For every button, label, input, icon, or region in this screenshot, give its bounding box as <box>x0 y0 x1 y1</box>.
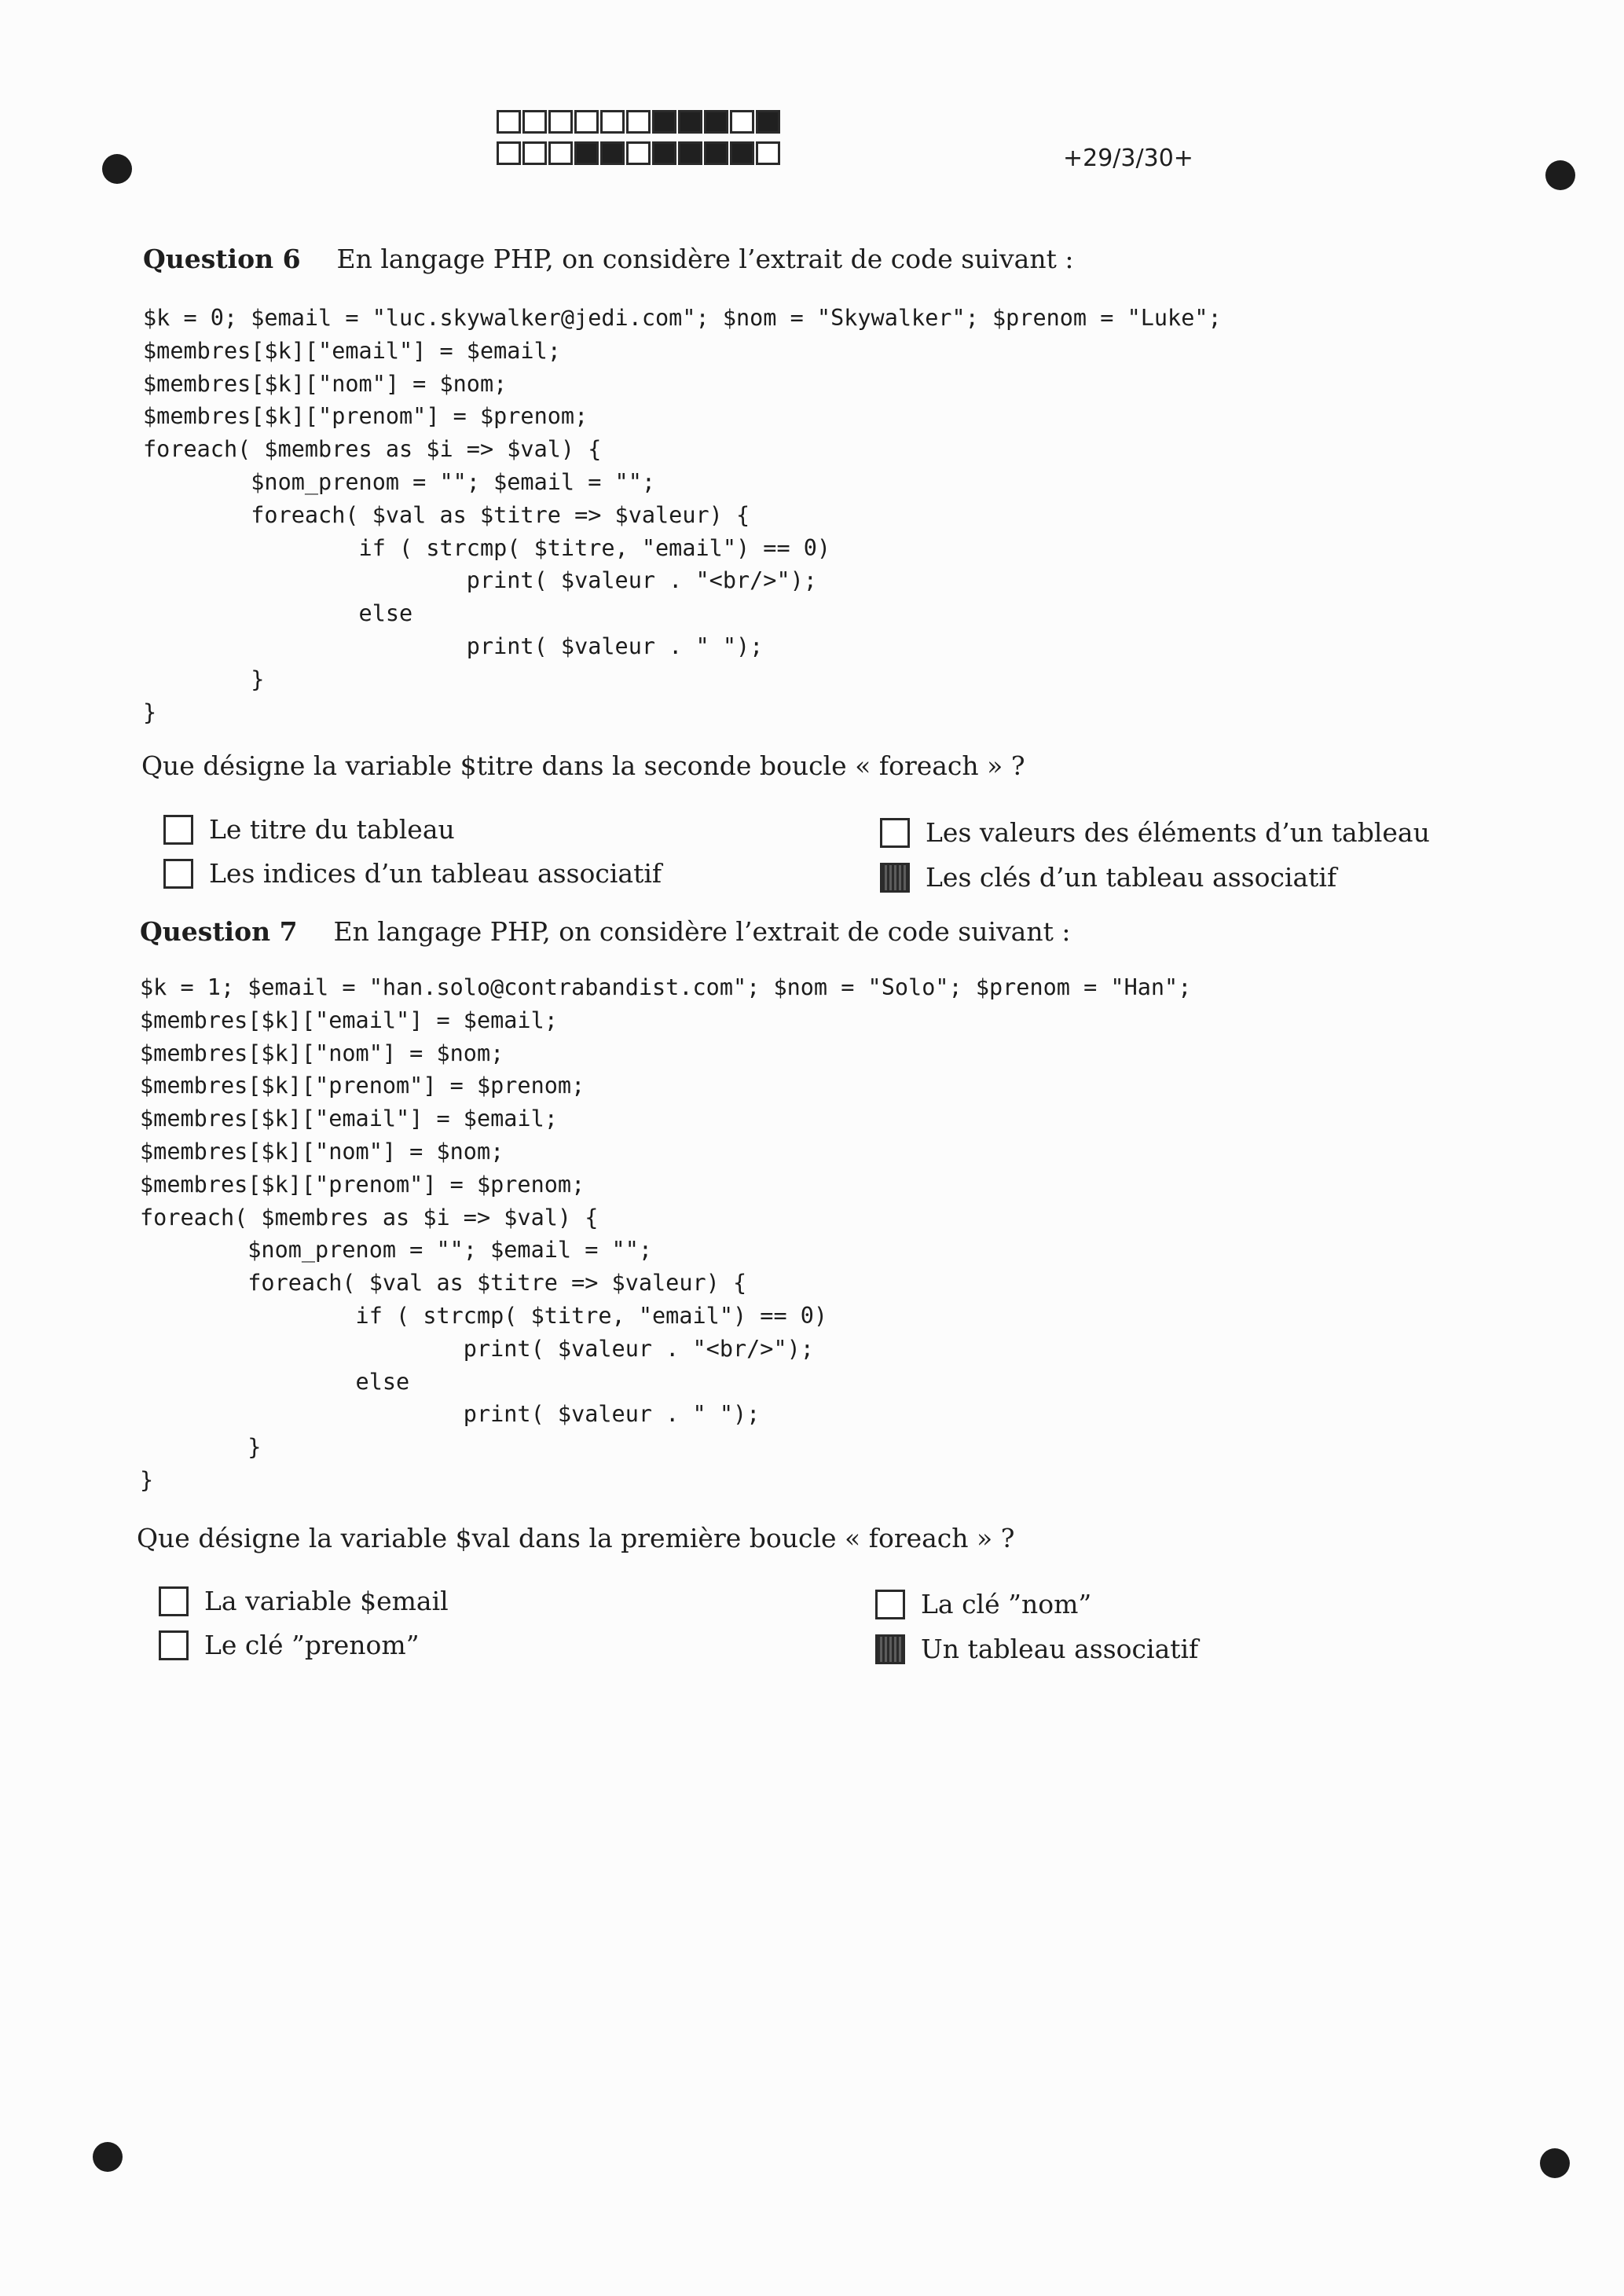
barcode-row <box>497 110 782 134</box>
question-prompt: Que désigne la variable $titre dans la seconde boucle « foreach » ? <box>141 750 1025 781</box>
barcode-cell <box>678 110 702 134</box>
answer-option[interactable] <box>875 1634 1198 1664</box>
question-header <box>143 244 1073 274</box>
checkbox[interactable] <box>875 1634 905 1664</box>
barcode-cell <box>626 141 651 165</box>
barcode-cell <box>652 110 676 134</box>
code-block: $k = 1; $email = "han.solo@contrabandist.com"; $nom = "Solo"; $prenom = "Han"; $membres[$k]["email"] = $email; $membres[$k]["nom"] = $nom; $membres[$k]["prenom"] = $prenom; $membres[$k]["email"] = $email; $membres[$k]["nom"] = $nom; $membres[$k]["prenom"] = $prenom; foreach( $membres as $i => $val) { $nom_prenom = ""; $email = ""; foreach( $val as $titre => $valeur) { if ( strcmp( $titre, "email") == 0) print( $valeur . "<br/>"); else print( $valeur . " "); } } <box>140 974 1192 1493</box>
barcode-cell <box>574 110 599 134</box>
checkbox[interactable] <box>880 863 910 893</box>
option-label: Le clé ”prenom” <box>204 1630 420 1660</box>
registration-mark-top-left <box>102 154 132 184</box>
question-intro: En langage PHP, on considère l’extrait de code suivant : <box>333 916 1071 947</box>
checkbox[interactable] <box>159 1630 189 1660</box>
barcode-cell <box>704 110 728 134</box>
barcode-cell <box>522 141 547 165</box>
option-label: Les indices d’un tableau associatif <box>209 858 662 889</box>
barcode-cell <box>548 110 573 134</box>
barcode-cell <box>756 110 780 134</box>
answer-option[interactable] <box>159 1586 449 1616</box>
barcode-cell <box>548 141 573 165</box>
barcode-cell <box>730 110 754 134</box>
barcode-cell <box>497 141 521 165</box>
barcode-cell <box>730 141 754 165</box>
answer-option[interactable] <box>875 1589 1091 1619</box>
checkbox[interactable] <box>880 818 910 848</box>
code-block: $k = 0; $email = "luc.skywalker@jedi.com"; $nom = "Skywalker"; $prenom = "Luke"; $membres[$k]["email"] = $email; $membres[$k]["nom"] = $nom; $membres[$k]["prenom"] = $prenom; foreach( $membres as $i => $val) { $nom_prenom = ""; $email = ""; foreach( $val as $titre => $valeur) { if ( strcmp( $titre, "email") == 0) print( $valeur . "<br/>"); else print( $valeur . " "); } } <box>143 305 1222 725</box>
page-id: +29/3/30+ <box>1063 145 1193 172</box>
barcode-cell <box>574 141 599 165</box>
barcode-cell <box>652 141 676 165</box>
answer-option[interactable] <box>880 817 1430 848</box>
barcode-cell <box>522 110 547 134</box>
barcode-cell <box>600 141 625 165</box>
option-label: Les valeurs des éléments d’un tableau <box>926 817 1430 848</box>
question-number: Question 7 <box>140 916 298 947</box>
option-label: La variable $email <box>204 1586 449 1616</box>
answer-option[interactable] <box>163 814 455 845</box>
question-number: Question 6 <box>143 244 301 274</box>
barcode-cell <box>626 110 651 134</box>
option-label: La clé ”nom” <box>921 1589 1092 1619</box>
answer-option[interactable] <box>163 858 662 889</box>
barcode-cell <box>678 141 702 165</box>
registration-mark-bottom-right <box>1540 2148 1570 2178</box>
barcode-row <box>497 141 782 165</box>
registration-mark-bottom-left <box>93 2142 123 2172</box>
barcode-cell <box>497 110 521 134</box>
question-intro: En langage PHP, on considère l’extrait de code suivant : <box>336 244 1074 274</box>
checkbox[interactable] <box>159 1586 189 1616</box>
registration-mark-top-right <box>1545 160 1575 190</box>
barcode-cell <box>600 110 625 134</box>
answer-option[interactable] <box>159 1630 420 1660</box>
checkbox[interactable] <box>163 859 193 889</box>
barcode-cell <box>704 141 728 165</box>
checkbox[interactable] <box>163 815 193 845</box>
answer-option[interactable] <box>880 862 1336 893</box>
question-header <box>140 916 1070 947</box>
option-label: Un tableau associatif <box>921 1634 1199 1664</box>
option-label: Les clés d’un tableau associatif <box>926 862 1337 893</box>
barcode-cell <box>756 141 780 165</box>
checkbox[interactable] <box>875 1590 905 1619</box>
question-prompt: Que désigne la variable $val dans la première boucle « foreach » ? <box>137 1523 1015 1553</box>
option-label: Le titre du tableau <box>209 814 455 845</box>
